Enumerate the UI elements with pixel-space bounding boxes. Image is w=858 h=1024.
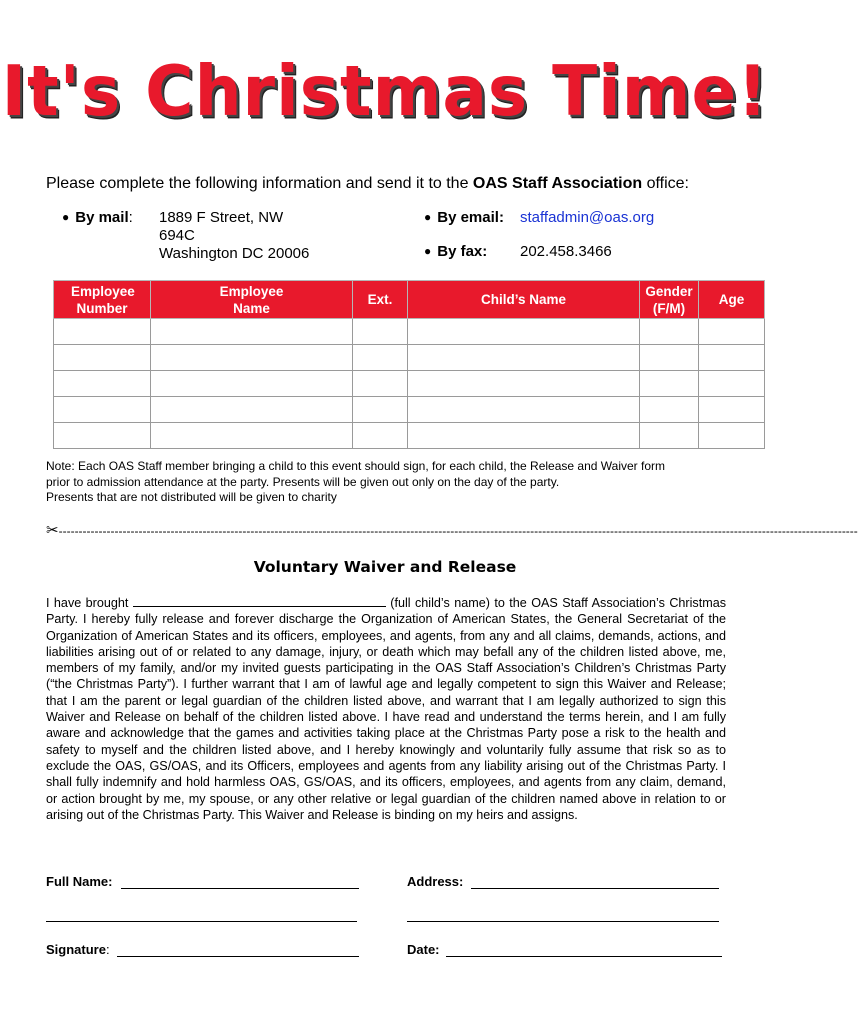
table-cell[interactable] [640,319,699,345]
note-line: Presents that are not distributed will be given to charity [46,490,337,504]
bullet-icon: ● [424,210,432,224]
fax-label: By fax: [437,243,488,260]
table-cell[interactable] [640,345,699,371]
table-cell[interactable] [151,397,353,423]
waiver-text [46,594,726,823]
fax-number: 202.458.3466 [520,243,612,260]
header-text: Gender (F/M) [645,283,693,316]
waiver-heading: Voluntary Waiver and Release [253,558,517,576]
dashed-divider: -------------------------------------------------------------------------------------------------------------------------------------------------------------------------------------------------------- [58,524,858,538]
address-line: 694C [159,227,195,244]
table-row [54,319,765,345]
table-cell[interactable] [640,371,699,397]
scissors-icon: ✂ [46,522,59,539]
table-cell[interactable] [151,345,353,371]
cut-line [46,521,858,539]
waiver-body: (full child’s name) to the OAS Staff Association’s Christmas Party. I hereby fully release and forever discharge the Organization of American States, the General Secretariat of the Organization of American States and its officers, employees, and agents, from any and all claims, demands, actions, and liabilities arising out of or related to any damage, injury, or death which may befall any of the children listed above, me, members of my family, and/or my invited guests participating in the OAS Staff Association’s Children’s Christmas Party (“the Christmas Party”). I further warrant that I am of lawful age and legally competent to sign this Waiver and Release; that I am the parent or legal guardian of the children listed above, and warrant that I am legally authorized to sign this Waiver and Release on behalf of the children listed above. I have read and understand the terms herein, and I am fully aware and acknowledge that the games and activities taking place at the Christmas Party pose a risk to the health and safety to myself and the children listed above, and I hereby knowingly and voluntarily fully assume that risk so as to exclude the OAS, GS/OAS, and its Officers, employees and agents from any liability arising out of the Christmas Party. I shall fully indemnify and hold harmless OAS, GS/OAS, and its officers, employees, and agents from any claim, demand, or action brought by me, my spouse, or any other relative or legal guardian of the children named above in relation to or arising out of the Christmas Party. This Waiver and Release is binding on my heirs and assigns. [46,596,727,822]
table-cell[interactable] [353,371,408,397]
table-cell[interactable] [408,371,640,397]
table-cell[interactable] [408,345,640,371]
address-line: 1889 F Street, NW [159,209,284,226]
header-text: Employee Name [219,283,284,316]
note-line: prior to admission attendance at the party. Presents will be given out only on the day of the party. [46,474,560,489]
intro-prefix: Please complete the following information and send it to the [46,175,473,192]
header-gender [640,281,699,319]
bullet-icon: ● [62,210,70,224]
child-name-blank[interactable] [133,594,386,607]
table-cell[interactable] [699,423,765,449]
table-cell[interactable] [54,319,151,345]
signature-line[interactable] [117,956,359,957]
table-row [54,423,765,449]
date-line[interactable] [446,956,722,957]
table-cell[interactable] [640,397,699,423]
address-line-1[interactable] [471,888,719,889]
table-row [54,371,765,397]
full-name-line-2[interactable] [46,921,357,922]
header-childs-name: Child’s Name [408,281,640,319]
address-line: Washington DC 20006 [159,245,310,262]
mail-label: By mail [75,209,129,226]
email-link[interactable]: staffadmin@oas.org [520,209,655,226]
table-row [54,397,765,423]
table-row [54,345,765,371]
table-header-row [54,281,765,319]
email-label: By email: [437,209,504,226]
table-cell[interactable] [353,423,408,449]
employee-table [53,280,765,449]
date-label: Date: [407,942,440,957]
table-cell[interactable] [54,345,151,371]
intro-org: OAS Staff Association [472,175,643,192]
table-cell[interactable] [408,319,640,345]
signature-label [46,942,110,957]
mail-colon: : [128,209,133,226]
header-ext: Ext. [353,281,408,319]
table-cell[interactable] [640,423,699,449]
table-cell[interactable] [54,371,151,397]
table-cell[interactable] [54,397,151,423]
header-employee-number [54,281,151,319]
table-cell[interactable] [353,397,408,423]
table-cell[interactable] [408,423,640,449]
full-name-label: Full Name: [46,874,113,889]
note-line: Note: Each OAS Staff member bringing a child to this event should sign, for each child, the Release and Waiver form [46,459,665,473]
signature-label-text: Signature [46,942,106,957]
table-cell[interactable] [699,319,765,345]
full-name-line[interactable] [121,888,359,889]
table-cell[interactable] [353,319,408,345]
table-cell[interactable] [151,423,353,449]
intro-suffix: office: [642,175,689,192]
table-cell[interactable] [353,345,408,371]
table-cell[interactable] [151,371,353,397]
address-line-2[interactable] [407,921,719,922]
waiver-start: I have brought [46,596,129,610]
header-text: Employee Number [71,283,135,316]
intro-text [46,175,689,193]
table-cell[interactable] [151,319,353,345]
bullet-icon: ● [424,244,432,258]
table-cell[interactable] [699,345,765,371]
table-cell[interactable] [699,397,765,423]
table-cell[interactable] [54,423,151,449]
mail-contact [62,209,133,227]
table-cell[interactable] [408,397,640,423]
header-age: Age [699,281,765,319]
mail-address [159,209,309,263]
address-label: Address: [407,874,464,889]
page-title: It's Christmas Time! [1,51,769,132]
header-employee-name [151,281,353,319]
email-contact [424,209,504,227]
fax-contact [424,243,487,261]
table-cell[interactable] [699,371,765,397]
signature-colon: : [105,942,110,957]
note [46,459,736,506]
